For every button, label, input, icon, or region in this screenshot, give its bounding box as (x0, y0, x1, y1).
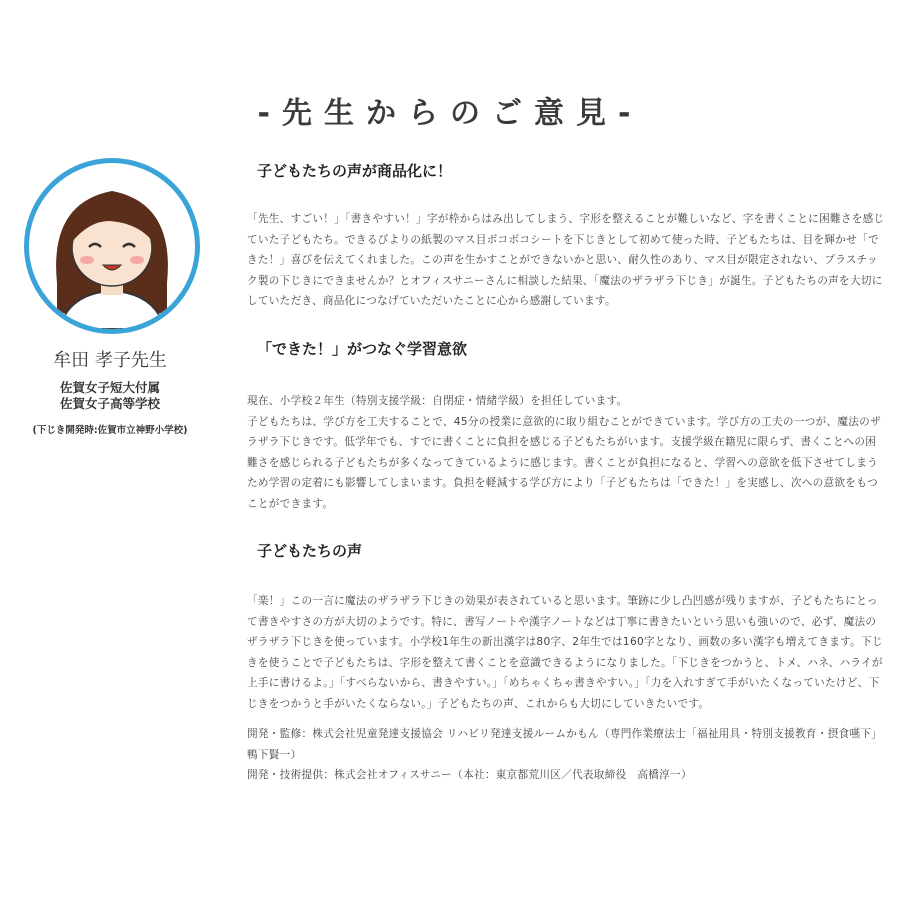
credit-technology: 開発・技術提供：株式会社オフィスサニー（本社：東京都荒川区／代表取締役 高橋淳一） (247, 769, 692, 781)
section-body: 子どもたちは、学び方を工夫することで、45分の授業に意欲的に取り組むことができています。学び方の工夫の一つが、魔法のザラザラ下じきです。低学年でも、すでに書くことに負担を感じる子どもたちがいます。支援学級在籍児に限らず、書くことへの困難さを感じられる子どもたちが多くなってきているように感じます。書くことが負担になると、学習への意欲を低下させてしまうため学習の定着にも影響してしまいます。負担を軽減する学び方により「子どもたちは「できた！」を実感し、次への意欲をもつことができます。 (247, 415, 881, 510)
teacher-avatar (24, 158, 200, 334)
section-heading: 子どもたちの声が商品化に！ (247, 160, 462, 185)
teacher-school (20, 380, 200, 412)
teacher-note: (下じき開発時:佐賀市立神野小学校) (32, 425, 188, 436)
section-commercialization (247, 160, 887, 312)
page-title: -先生からのご意見- (257, 96, 643, 131)
teacher-name: 牟田 孝子先生 (53, 350, 167, 371)
credit-supervision: 開発・監修：株式会社児童発達支援協会 リハビリ発達支援ルームかもん（専門作業療法士「福祉用具・特別支援教育・摂食嚥下」 鴨下賢一） (247, 728, 883, 761)
section-learning-motivation (247, 338, 887, 514)
section-heading: 子どもたちの声 (247, 540, 372, 565)
school-line1: 佐賀女子短大付属 (59, 380, 160, 395)
section-intro: 現在、小学校２年生（特別支援学級：自閉症・情緒学級）を担任しています。 (247, 395, 628, 407)
section-body: 「楽！」この一言に魔法のザラザラ下じきの効果が表されていると思います。筆跡に少し凸凹感が残りますが、子どもたちにとって書きやすさの方が大切のようです。特に、書写ノートや漢字ノートなどは丁寧に書きたいという思いも強いので、必ず、魔法のザラザラ下じきを使っています。小学校1年生の新出漢字は80字、2年生では160字となり、画数の多い漢字も増えてきます。下じきを使うことで子どもたちは、字形を整えて書くことを意識できるようになりました。「下じきをつかうと、トメ、ハネ、ハライが上手に書けるよ。」「すべらないから、書きやすい。」「めちゃくちゃ書きやすい。」「力を入れすぎて手がいたくなっていたけど、下じきをつかうと手がいたくならない。」子どもたちの声、これからも大切にしていきたいです。 (247, 595, 883, 710)
section-heading: 「できた！」がつなぐ学習意欲 (247, 338, 477, 363)
school-line2: 佐賀女子高等学校 (59, 396, 160, 411)
teacher-illustration-icon (29, 163, 195, 329)
credits (247, 724, 887, 786)
section-body: 「先生、すごい！」「書きやすい！」字が枠からはみ出してしまう、字形を整えることが難しいなど、字を書くことに困難さを感じていた子どもたち。できるびよりの紙製のマス目ボコボコシートを下じきとして初めて使った時、子どもたちは、目を輝かせ「できた！」喜びを伝えてくれました。この声を生かすことができないかと思い、耐久性のあり、マス目が限定されない、プラスチック製の下じきにできませんか？とオフィスサニーさんに相談した結果、「魔法のザラザラ下じき」が誕生。子どもたちの声を大切にしていただき、商品化につなげていただいたことに心から感謝しています。 (247, 213, 885, 307)
section-children-voices (247, 540, 887, 714)
